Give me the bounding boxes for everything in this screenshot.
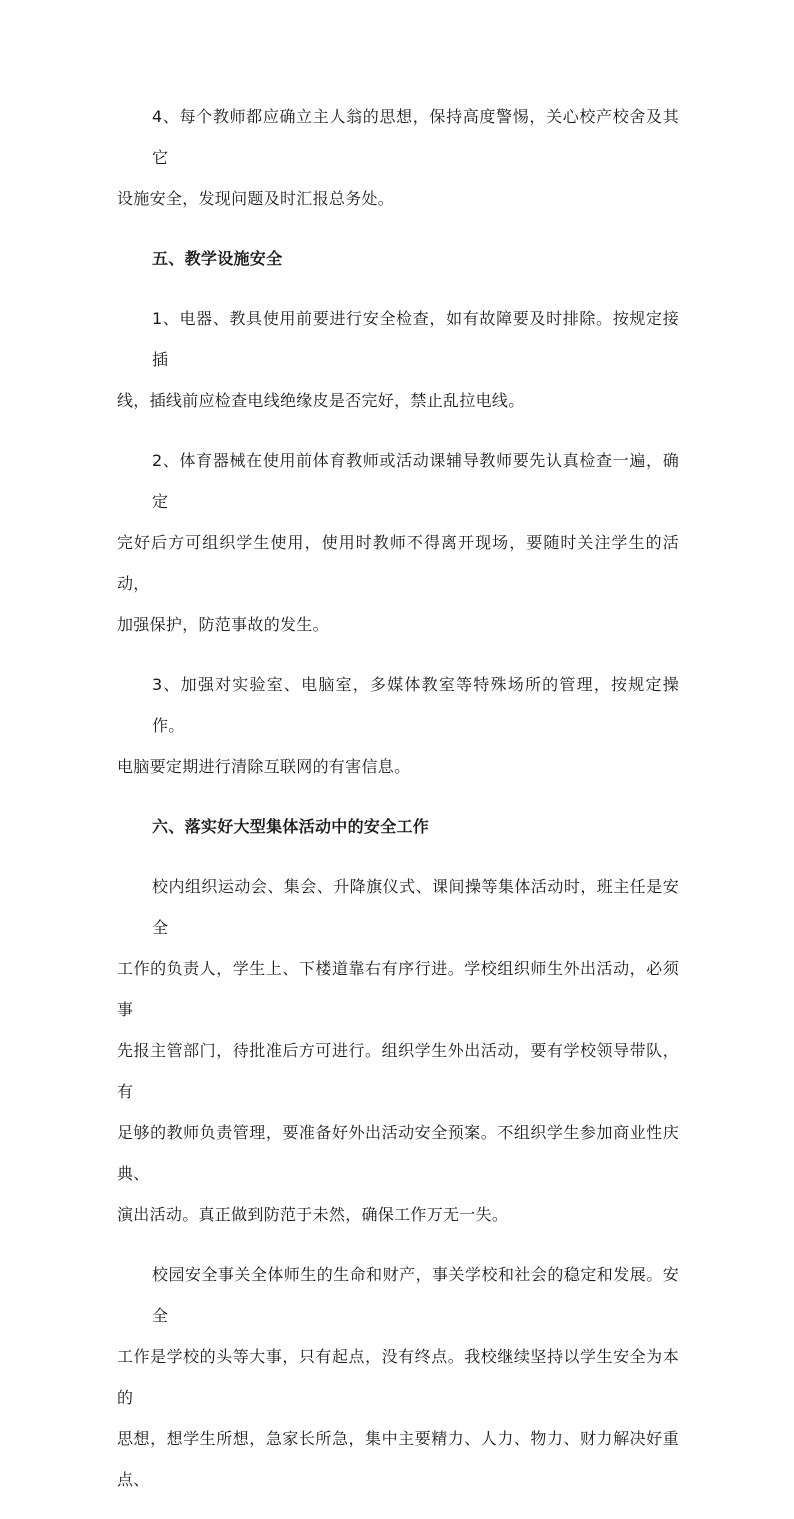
paragraph-collective-activities xyxy=(117,866,679,1235)
text-line: 先报主管部门，待批准后方可进行。组织学生外出活动，要有学校领导带队，有 xyxy=(117,1041,679,1101)
paragraph-item-3 xyxy=(117,664,679,787)
paragraph-item-2 xyxy=(117,440,679,645)
section-heading-5: 五、教学设施安全 xyxy=(152,249,283,268)
text-line: 完好后方可组织学生使用，使用时教师不得离开现场，要随时关注学生的活动， xyxy=(117,533,679,593)
text-line: 工作是学校的头等大事，只有起点，没有终点。我校继续坚持以学生安全为本的 xyxy=(117,1347,679,1407)
text-line: 2、体育器械在使用前体育教师或活动课辅导教师要先认真检查一遍，确定 xyxy=(152,451,679,511)
paragraph-item-1 xyxy=(117,298,679,421)
paragraph-item-4 xyxy=(117,96,679,219)
paragraph-campus-safety xyxy=(117,1254,679,1500)
document-page xyxy=(117,96,679,1519)
text-line: 线，插线前应检查电线绝缘皮是否完好，禁止乱拉电线。 xyxy=(117,391,525,410)
text-line: 1、电器、教具使用前要进行安全检查，如有故障要及时排除。按规定接插 xyxy=(152,309,679,369)
text-line: 思想，想学生所想，急家长所急，集中主要精力、人力、物力、财力解决好重点、 xyxy=(117,1429,679,1489)
text-line: 足够的教师负责管理，要准备好外出活动安全预案。不组织学生参加商业性庆典、 xyxy=(117,1123,679,1183)
text-line: 4、每个教师都应确立主人翁的思想，保持高度警惕，关心校产校舍及其它 xyxy=(152,107,679,167)
text-line: 加强保护，防范事故的发生。 xyxy=(117,615,329,634)
text-line: 校内组织运动会、集会、升降旗仪式、课间操等集体活动时，班主任是安全 xyxy=(152,877,679,937)
text-line: 校园安全事关全体师生的生命和财产，事关学校和社会的稳定和发展。安全 xyxy=(152,1265,679,1325)
text-line: 3、加强对实验室、电脑室，多媒体教室等特殊场所的管理，按规定操作。 xyxy=(152,675,679,735)
text-line: 电脑要定期进行清除互联网的有害信息。 xyxy=(117,757,411,776)
text-line: 设施安全，发现问题及时汇报总务处。 xyxy=(117,189,395,208)
text-line: 演出活动。真正做到防范于未然，确保工作万无一失。 xyxy=(117,1205,509,1224)
section-heading-6: 六、落实好大型集体活动中的安全工作 xyxy=(152,817,430,836)
text-line: 工作的负责人，学生上、下楼道靠右有序行进。学校组织师生外出活动，必须事 xyxy=(117,959,679,1019)
